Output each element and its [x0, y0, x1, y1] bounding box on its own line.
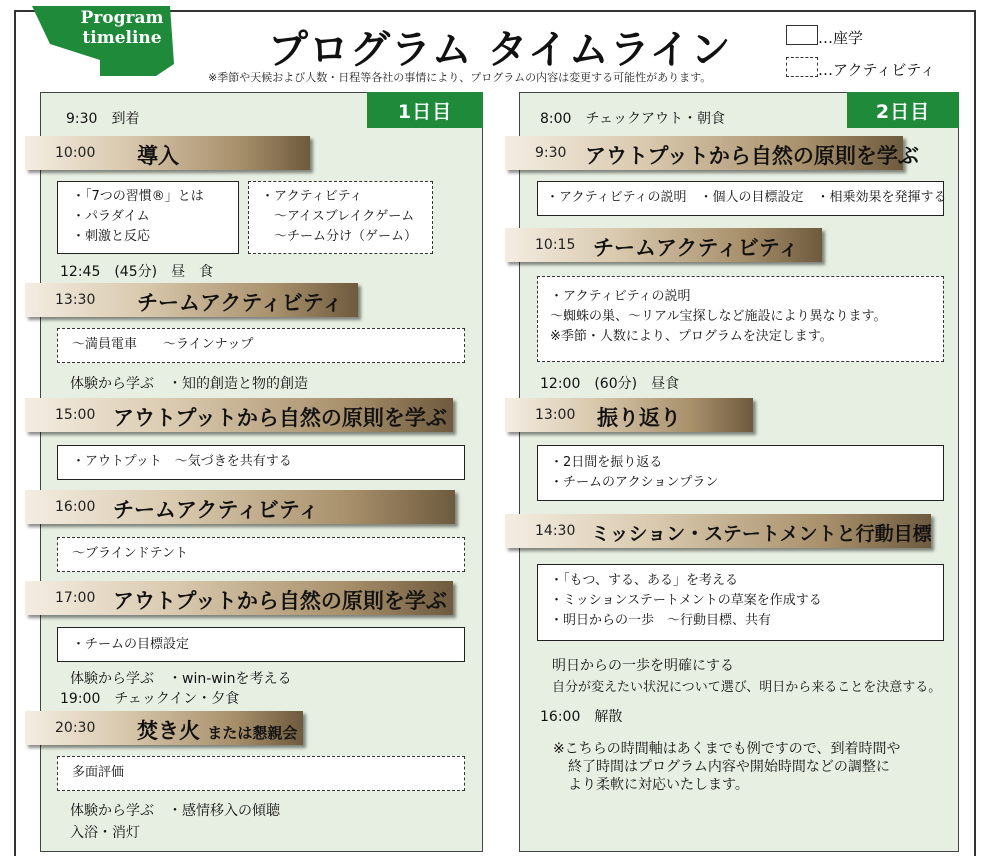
list-item: ・明日からの一歩 〜行動目標、共有: [550, 613, 772, 628]
day1-bath: 入浴・消灯: [70, 825, 140, 841]
page-title: プログラム タイムライン: [268, 27, 732, 73]
day2-note-1: 明日からの一歩を明確にする: [552, 658, 734, 674]
list-item: ・刺激と反応: [72, 229, 151, 244]
time-label: 10:15: [535, 237, 576, 253]
day2-dismissal: 16:00 解散: [540, 709, 623, 725]
day2-1300-lecture-box: [537, 445, 944, 501]
day2-checkout: 8:00 チェックアウト・朝食: [540, 111, 726, 127]
day2-badge: 2日目: [847, 92, 959, 128]
session-title: アウトプットから自然の原則を学ぶ: [585, 144, 919, 168]
time-label: 13:00: [535, 407, 576, 423]
day2-1015-header: [505, 228, 822, 262]
legend-lecture-label: …座学: [818, 29, 864, 47]
day1-intro-header: [25, 136, 310, 170]
day1-1330-header: [25, 283, 358, 317]
legend-dashed-box: [786, 57, 818, 77]
time-label: 13:30: [55, 292, 96, 308]
list-item: ・アクティビティ: [261, 189, 363, 204]
day2-0930-lecture-box: [537, 181, 947, 216]
day2-footnote-line-3: より柔軟に対応いたします。: [568, 777, 749, 793]
list-item: ・アクティビティの説明: [550, 289, 691, 304]
session-title: 導入: [137, 144, 179, 168]
list-item: 〜満員電車 〜ラインナップ: [72, 337, 254, 352]
day1-badge: 1日目: [367, 92, 483, 128]
list-item: ・ミッションステートメントの草案を作成する: [550, 593, 822, 608]
day2-0930-header: [505, 136, 919, 170]
session-title: アウトプットから自然の原則を学ぶ: [113, 589, 447, 613]
list-item: ・チームのアクションプラン: [550, 475, 719, 490]
day1-1700-note: 体験から学ぶ ・win-winを考える: [70, 671, 292, 687]
time-label: 14:30: [535, 523, 576, 539]
session-title: アウトプットから自然の原則を学ぶ: [113, 406, 447, 430]
list-item: 〜ブラインドテント: [72, 546, 188, 561]
session-title: 焚き火 または懇親会: [137, 719, 298, 743]
list-item: 〜蜘蛛の巣、〜リアル宝探しなど施設により異なります。: [550, 309, 887, 324]
day2-1430-lecture-box: [537, 564, 944, 641]
time-label: 17:00: [55, 590, 96, 606]
day1-2030-header: [25, 711, 303, 745]
list-item: ・「7つの習慣®」とは: [72, 189, 204, 204]
day2-footnote-line-2: 終了時間はプログラム内容や開始時間などの調整に: [568, 759, 890, 775]
time-label: 15:00: [55, 407, 96, 423]
list-item: 〜アイスブレイクゲーム: [261, 209, 415, 224]
day1-1330-activity-box: [57, 328, 465, 363]
list-item: 〜チーム分け（ゲーム）: [261, 229, 418, 244]
legend-activity-label: …アクティビティ: [818, 61, 936, 79]
day1-2030-note: 体験から学ぶ ・感情移入の傾聴: [70, 803, 280, 819]
list-item: ・2日間を振り返る: [550, 455, 663, 470]
day1-intro-activity-box: [248, 181, 433, 254]
day2-1015-activity-box: [537, 276, 944, 362]
disclaimer-note: ※季節や天候および人数・日程等各社の事情により、プログラムの内容は変更する可能性があります。: [208, 71, 712, 84]
session-title: チームアクティビティ: [593, 236, 800, 260]
day1-1600-header: [25, 490, 455, 524]
list-item: ・アクティビティの説明 ・個人の目標設定 ・相乗効果を発揮する: [546, 190, 947, 205]
day1-1500-lecture-box: [57, 445, 465, 480]
day2-1300-header: [505, 398, 753, 432]
day2-lunch: 12:00 (60分) 昼食: [540, 376, 680, 392]
list-item: ※季節・人数により、プログラムを決定します。: [550, 329, 833, 344]
list-item: ・アウトプット 〜気づきを共有する: [72, 454, 292, 469]
list-item: 多面評価: [72, 765, 125, 780]
day2-footnote-line-1: ※こちらの時間軸はあくまでも例ですので、到着時間や: [553, 741, 901, 757]
list-item: ・パラダイム: [72, 209, 150, 224]
badge-label: Program timeline: [80, 8, 164, 48]
legend-solid-box: [786, 25, 818, 45]
list-item: ・チームの目標設定: [72, 637, 190, 652]
day1-intro-lecture-box: [57, 181, 239, 254]
day1-2030-activity-box: [57, 756, 465, 791]
time-label: 9:30: [535, 145, 567, 161]
day2-1430-header: [505, 514, 931, 548]
list-item: ・「もつ、する、ある」を考える: [550, 573, 738, 588]
session-title: チームアクティビティ: [137, 291, 344, 315]
time-label: 10:00: [55, 145, 96, 161]
day1-1700-lecture-box: [57, 627, 465, 662]
time-label: 20:30: [55, 720, 96, 736]
day1-1700-header: [25, 581, 453, 615]
day1-checkin: 19:00 チェックイン・夕食: [60, 691, 240, 707]
day1-1500-header: [25, 398, 453, 432]
session-title: ミッション・ステートメントと行動目標: [591, 523, 932, 545]
session-title: 振り返り: [597, 406, 681, 430]
time-label: 16:00: [55, 499, 96, 515]
day2-note-2: 自分が変えたい状況について選び、明日から来ることを決意する。: [552, 680, 942, 695]
day1-arrival: 9:30 到着: [66, 111, 140, 127]
session-title: チームアクティビティ: [113, 498, 320, 522]
day1-lunch: 12:45 (45分) 昼 食: [60, 264, 214, 280]
day1-1600-activity-box: [57, 537, 465, 572]
day1-1330-note: 体験から学ぶ ・知的創造と物的創造: [70, 376, 308, 392]
